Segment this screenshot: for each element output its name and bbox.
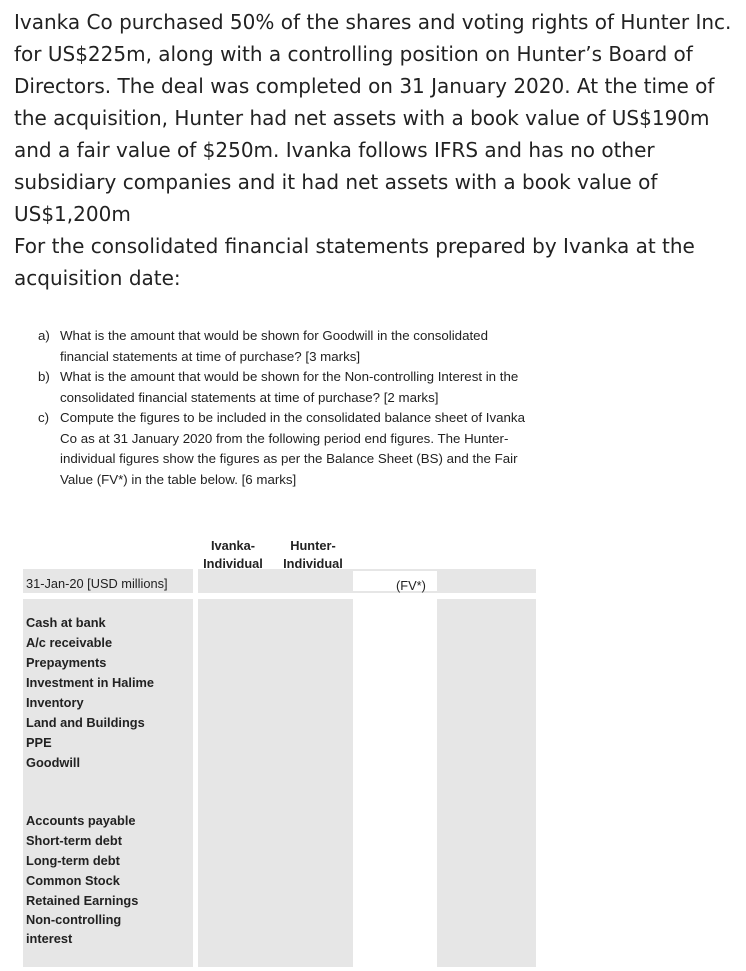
- asset-row-label: Goodwill: [26, 755, 81, 770]
- question-a: [38, 326, 538, 367]
- liability-row-label: Long-term debt: [26, 853, 120, 868]
- asset-row-label: PPE: [26, 735, 52, 750]
- consolidated-column-bg: [437, 599, 536, 967]
- question-list: [38, 326, 538, 490]
- liability-row-label: Non-controlling: [26, 912, 122, 927]
- header-ivanka-individual-line1: Ivanka-: [210, 538, 256, 553]
- liability-row-label-line2: interest: [26, 931, 73, 946]
- intro-paragraph-1: Ivanka Co purchased 50% of the shares and voting rights of Hunter Inc. for US$225m, along with a controlling position on Hunter’s Board of Directors. The deal was completed on 31 January 2020. At the time of the acquisition, Hunter had net assets with a book value of US$190m and a fair value of $250m. Ivanka follows IFRS and has no other subsidiary companies and it had net assets with a book value of US$1,200m: [14, 10, 732, 226]
- question-text: What is the amount that would be shown for the Non-controlling Interest in the consolidated financial statements at time of purchase? [2 marks]: [60, 369, 519, 405]
- problem-statement: [14, 6, 738, 294]
- asset-row-label: Investment in Halime: [26, 675, 155, 690]
- header-hunter-individual-line1: Hunter-: [290, 538, 336, 553]
- question-label: a): [38, 328, 50, 343]
- values-column-bg: [198, 599, 353, 967]
- date-label: 31-Jan-20 [USD millions]: [26, 576, 168, 591]
- asset-row-label: A/c receivable: [26, 635, 113, 650]
- question-c: [38, 408, 538, 490]
- question-text: Compute the figures to be included in the consolidated balance sheet of Ivanka Co as at 31 January 2020 from the following period end figures. The Hunter-individual figures show the figures as per the Balance Sheet (BS) and the Fair Value (FV*) in the table below. [6 marks]: [60, 410, 525, 487]
- liability-row-label: Common Stock: [26, 873, 120, 888]
- header-ivanka-individual-line2: Individual: [203, 556, 263, 571]
- asset-row-label: Prepayments: [26, 655, 107, 670]
- intro-paragraph-2: For the consolidated financial statements prepared by Ivanka at the acquisition date:: [14, 234, 695, 290]
- asset-row-label: Cash at bank: [26, 615, 106, 630]
- question-label: b): [38, 369, 50, 384]
- header-fv: (FV*): [396, 578, 426, 593]
- question-b: [38, 367, 538, 408]
- header-hunter-individual-line2: Individual: [283, 556, 343, 571]
- asset-row-label: Land and Buildings: [26, 715, 145, 730]
- liability-row-label: Retained Earnings: [26, 893, 139, 908]
- asset-row-label: Inventory: [26, 695, 84, 710]
- liability-row-label: Accounts payable: [26, 813, 136, 828]
- question-label: c): [38, 410, 50, 425]
- liability-row-label: Short-term debt: [26, 833, 122, 848]
- question-text: What is the amount that would be shown for Goodwill in the consolidated financial statements at time of purchase? [3 marks]: [60, 328, 488, 364]
